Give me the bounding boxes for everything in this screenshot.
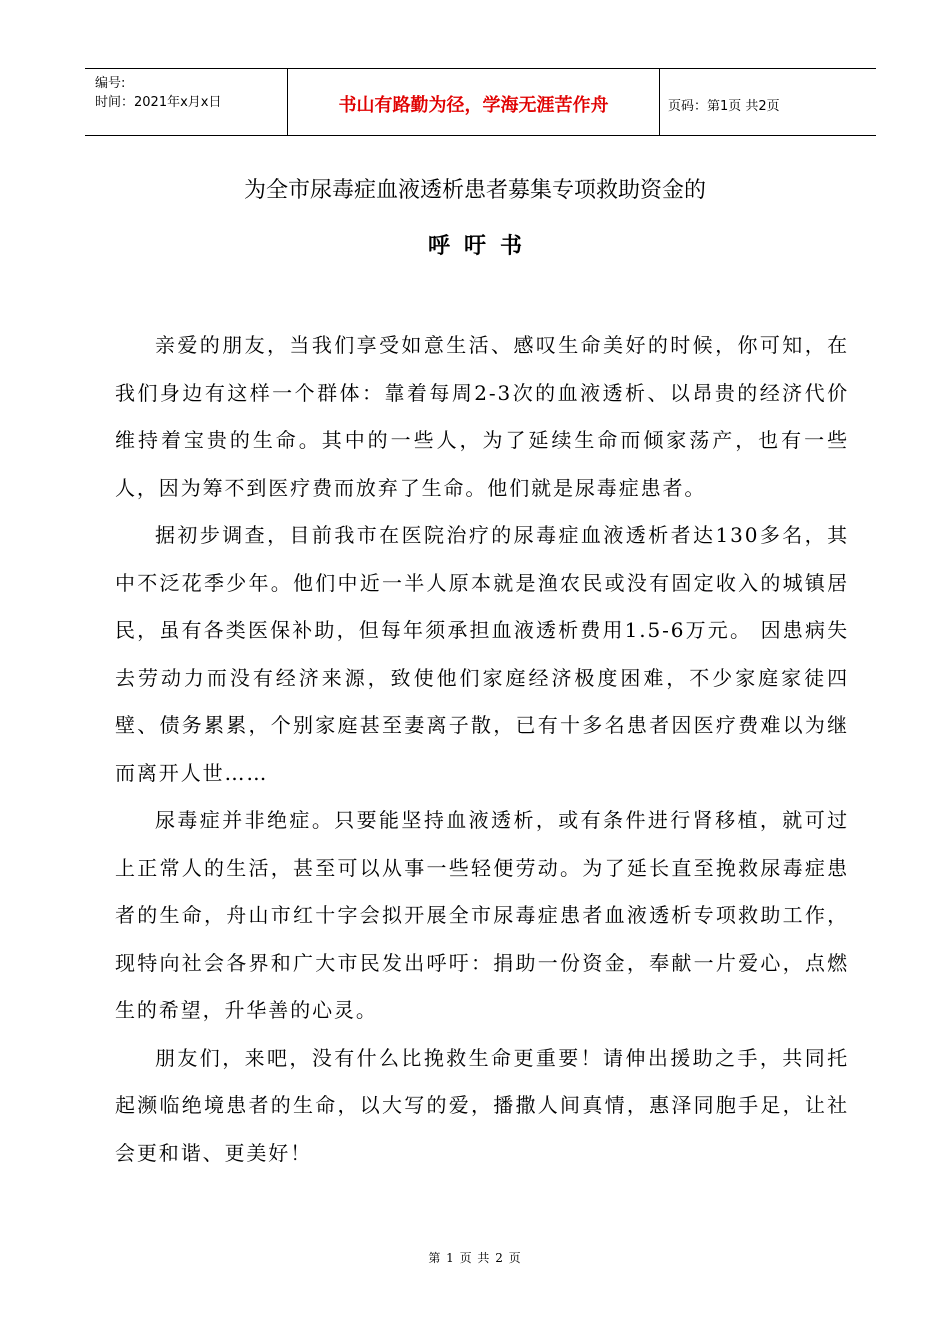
document-title: 为全市尿毒症血液透析患者募集专项救助资金的: [243, 178, 706, 203]
document-body: [115, 322, 849, 1177]
body-paragraph: 亲爱的朋友，当我们享受如意生活、感叹生命美好的时候，你可知，在我们身边有这样一个群体：靠着每周2-3次的血液透析、以昂贵的经济代价维持着宝贵的生命。其中的一些人，为了延续生命而倾家荡产，也有一些人，因为筹不到医疗费而放弃了生命。他们就是尿毒症患者。: [115, 333, 849, 500]
document-header: [85, 68, 876, 136]
header-page-info: 页码：第1页 共2页: [668, 98, 780, 114]
document-number-label: 编号:: [95, 76, 126, 91]
document-subtitle: 呼吁书: [427, 233, 536, 259]
page-footer: 第 1 页 共 2 页: [428, 1251, 522, 1265]
document-time-label: 时间：2021年x月x日: [95, 95, 222, 110]
body-paragraph: 朋友们，来吧，没有什么比挽救生命更重要！请伸出援助之手，共同托起濒临绝境患者的生命，以大写的爱，播撒人间真情，惠泽同胞手足，让社会更和谐、更美好！: [115, 1045, 849, 1165]
header-meta-cell: [85, 69, 288, 135]
body-paragraph: 据初步调查，目前我市在医院治疗的尿毒症血液透析者达130多名，其中不泛花季少年。他们中近一半人原本就是渔农民或没有固定收入的城镇居民，虽有各类医保补助，但每年须承担血液透析费用1.5-6万元。 因患病失去劳动力而没有经济来源，致使他们家庭经济极度困难，不少家庭家徒四壁、债务累累，个别家庭甚至妻离子散，已有十多名患者因医疗费难以为继而离开人世……: [115, 523, 849, 785]
body-paragraph: 尿毒症并非绝症。只要能坚持血液透析，或有条件进行肾移植，就可过上正常人的生活，甚至可以从事一些轻便劳动。为了延长直至挽救尿毒症患者的生命，舟山市红十字会拟开展全市尿毒症患者血液透析专项救助工作，现特向社会各界和广大市民发出呼吁：捐助一份资金，奉献一片爱心，点燃生的希望，升华善的心灵。: [115, 808, 849, 1022]
header-motto: 书山有路勤为径，学海无涯苦作舟: [288, 69, 660, 135]
